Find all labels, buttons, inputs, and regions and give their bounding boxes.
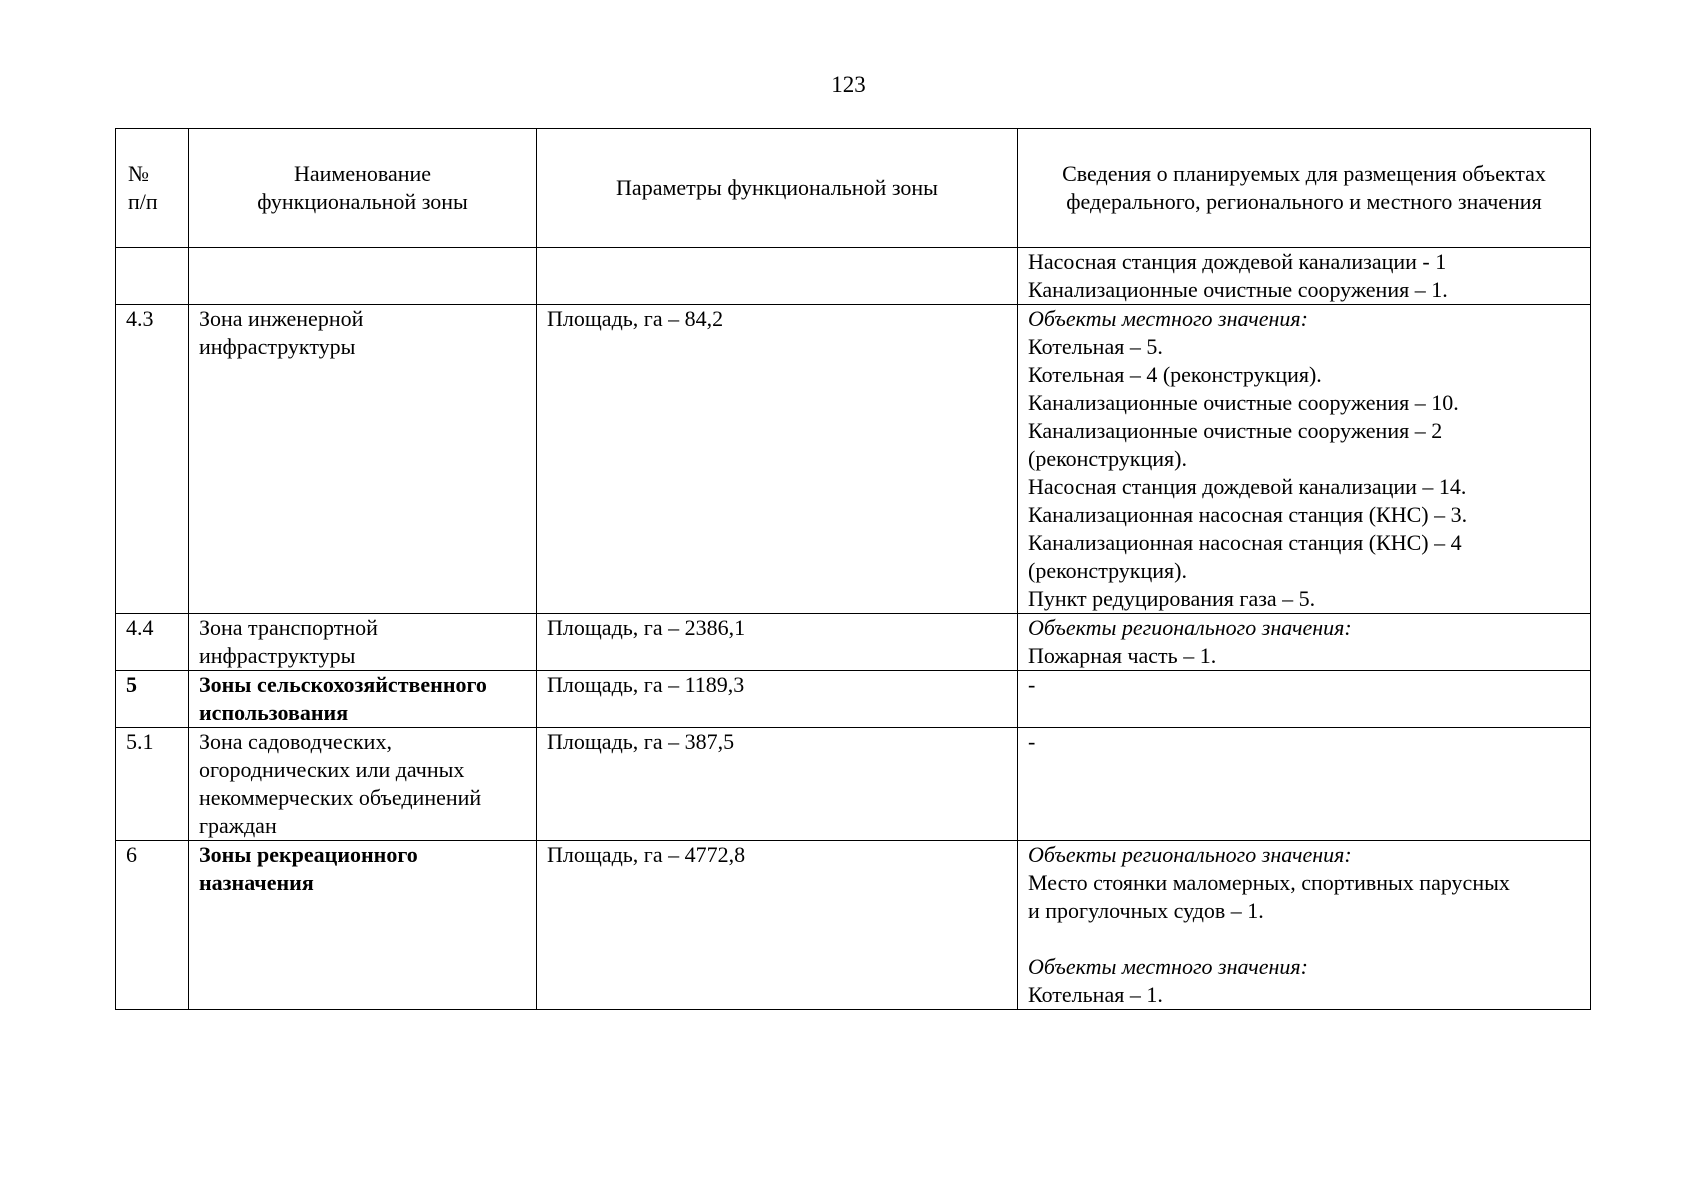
- row-number: 5.1: [116, 728, 189, 841]
- row-planned-objects: [1018, 841, 1591, 1010]
- header-zone-name: [189, 129, 537, 248]
- header-zone-params-text: Параметры функциональной зоны: [616, 175, 938, 200]
- row-zone-params: Площадь, га – 4772,8: [537, 841, 1018, 1010]
- planned-objects-heading: Объекты регионального значения:: [1028, 615, 1352, 640]
- zone-name-line: Зона транспортной: [199, 615, 378, 640]
- header-number: [116, 129, 189, 248]
- row-zone-params: Площадь, га – 84,2: [537, 305, 1018, 614]
- planned-object-line: Пожарная часть – 1.: [1028, 643, 1217, 668]
- header-zone-name-line2: функциональной зоны: [257, 189, 468, 214]
- row-planned-objects: -: [1018, 728, 1591, 841]
- planned-objects-heading: Объекты регионального значения:: [1028, 842, 1352, 867]
- row-number: 4.3: [116, 305, 189, 614]
- planned-object-line: Канализационные очистные сооружения – 1.: [1028, 277, 1448, 302]
- header-zone-params: [537, 129, 1018, 248]
- spacer: [1028, 925, 1580, 953]
- row-planned-objects: [1018, 305, 1591, 614]
- planned-object-line: и прогулочных судов – 1.: [1028, 898, 1264, 923]
- planned-object-line: Канализационная насосная станция (КНС) – 4: [1028, 530, 1462, 555]
- page-number: 123: [831, 72, 866, 97]
- row-number: 6: [116, 841, 189, 1010]
- row-zone-name: [189, 671, 537, 728]
- planned-object-line: Насосная станция дождевой канализации – 14.: [1028, 474, 1467, 499]
- planned-object-line: (реконструкция).: [1028, 558, 1187, 583]
- planned-object-line: Место стоянки маломерных, спортивных парусных: [1028, 870, 1510, 895]
- header-planned-objects-line1: Сведения о планируемых для размещения объектах: [1062, 161, 1546, 186]
- header-planned-objects: [1018, 129, 1591, 248]
- row-zone-params: Площадь, га – 387,5: [537, 728, 1018, 841]
- zone-name-line: Зоны рекреационного: [199, 842, 418, 867]
- planned-object-line: Котельная – 4 (реконструкция).: [1028, 362, 1322, 387]
- header-number-line1: №: [128, 161, 149, 186]
- planned-object-line: Насосная станция дождевой канализации - 1: [1028, 249, 1447, 274]
- zone-name-line: использования: [199, 700, 349, 725]
- zone-name-line: инфраструктуры: [199, 334, 356, 359]
- planned-object-line: Котельная – 5.: [1028, 334, 1163, 359]
- row-planned-objects: [1018, 248, 1591, 305]
- row-number: [116, 248, 189, 305]
- zone-name-line: инфраструктуры: [199, 643, 356, 668]
- functional-zones-table: [115, 128, 1591, 1010]
- row-planned-objects: [1018, 614, 1591, 671]
- row-zone-name: [189, 248, 537, 305]
- zone-name-line: огороднических или дачных: [199, 757, 465, 782]
- row-number: 4.4: [116, 614, 189, 671]
- planned-objects-heading: Объекты местного значения:: [1028, 954, 1308, 979]
- row-zone-name: [189, 728, 537, 841]
- header-number-line2: п/п: [128, 189, 158, 214]
- planned-object-line: (реконструкция).: [1028, 446, 1187, 471]
- table-row: [116, 305, 1591, 614]
- row-zone-name: [189, 614, 537, 671]
- zone-name-line: Зоны сельскохозяйственного: [199, 672, 487, 697]
- row-zone-name: [189, 841, 537, 1010]
- row-planned-objects: -: [1018, 671, 1591, 728]
- row-zone-name: [189, 305, 537, 614]
- planned-object-line: Канализационная насосная станция (КНС) – 3.: [1028, 502, 1468, 527]
- table-row: [116, 614, 1591, 671]
- planned-object-line: Канализационные очистные сооружения – 2: [1028, 418, 1443, 443]
- table-row: [116, 248, 1591, 305]
- planned-object-line: Котельная – 1.: [1028, 982, 1163, 1007]
- zone-name-line: граждан: [199, 813, 277, 838]
- row-zone-params: Площадь, га – 2386,1: [537, 614, 1018, 671]
- row-zone-params: [537, 248, 1018, 305]
- planned-objects-heading: Объекты местного значения:: [1028, 306, 1308, 331]
- table-header-row: [116, 129, 1591, 248]
- row-number: 5: [116, 671, 189, 728]
- planned-object-line: Канализационные очистные сооружения – 10.: [1028, 390, 1459, 415]
- planned-object-line: Пункт редуцирования газа – 5.: [1028, 586, 1316, 611]
- table-row: [116, 728, 1591, 841]
- zone-name-line: некоммерческих объединений: [199, 785, 482, 810]
- zone-name-line: Зона инженерной: [199, 306, 364, 331]
- table-row: [116, 671, 1591, 728]
- header-planned-objects-line2: федерального, регионального и местного значения: [1066, 189, 1542, 214]
- header-zone-name-line1: Наименование: [293, 161, 432, 186]
- zone-name-line: назначения: [199, 870, 314, 895]
- row-zone-params: Площадь, га – 1189,3: [537, 671, 1018, 728]
- table-row: [116, 841, 1591, 1010]
- zone-name-line: Зона садоводческих,: [199, 729, 392, 754]
